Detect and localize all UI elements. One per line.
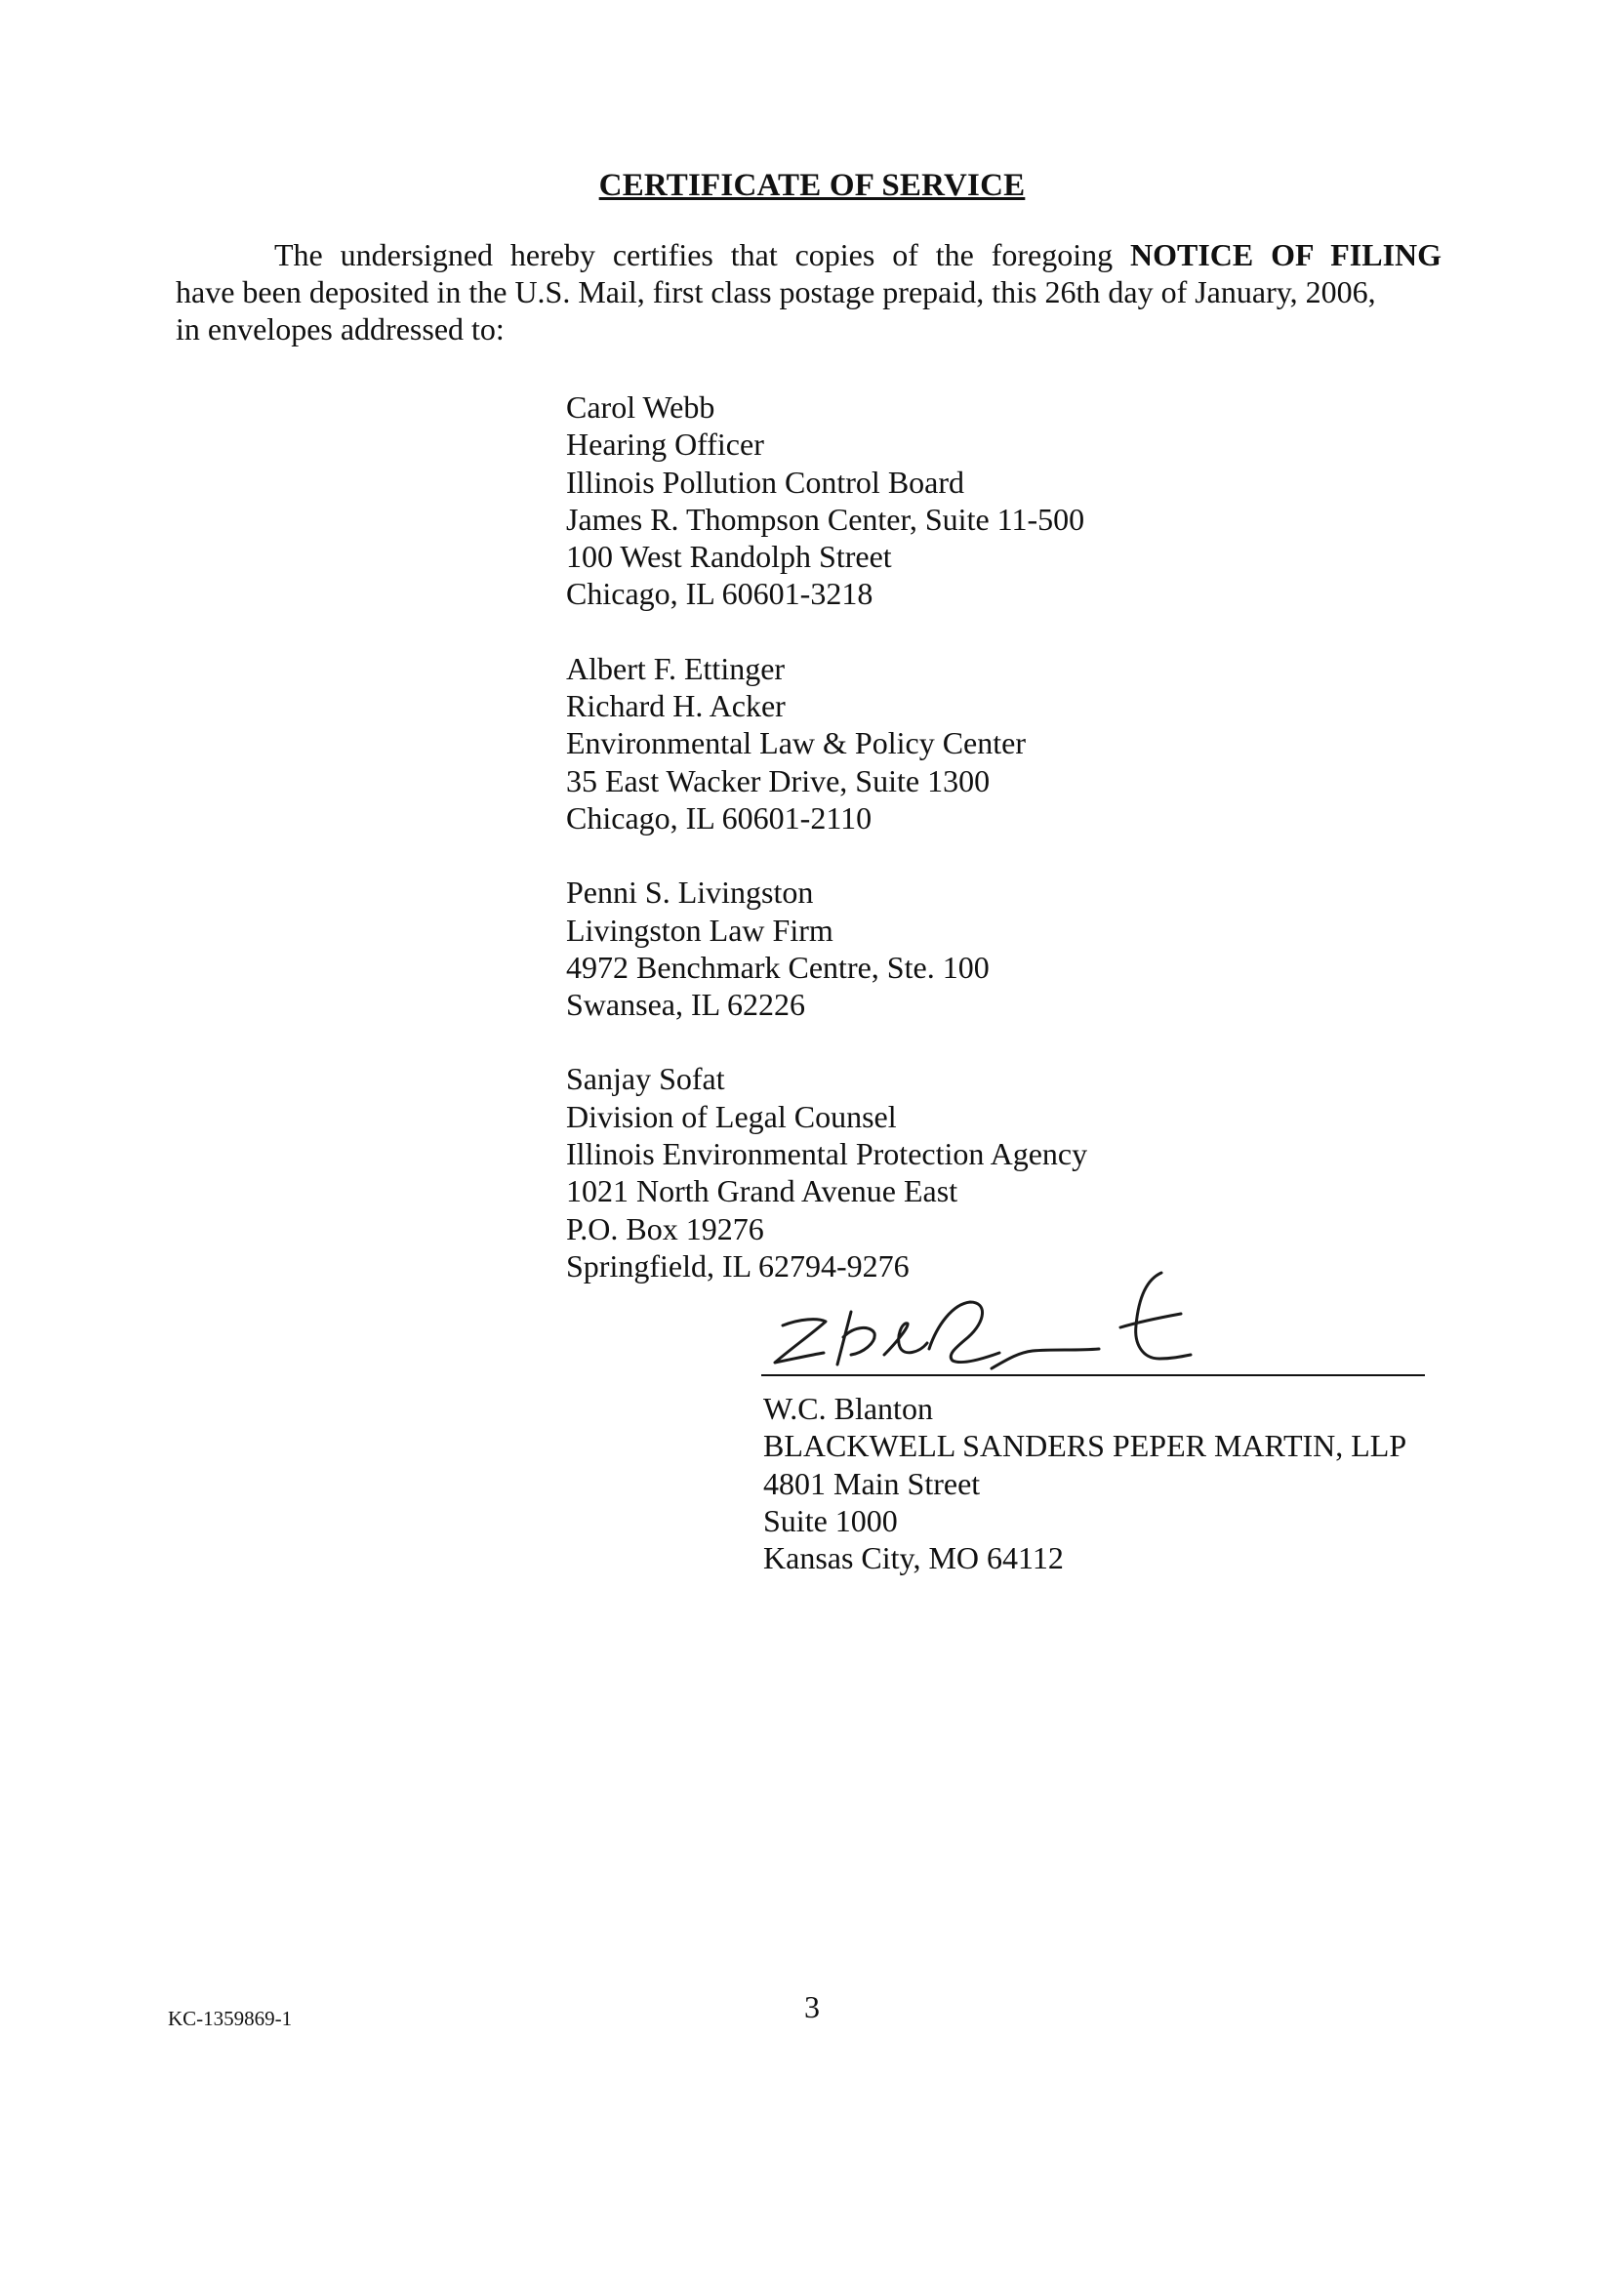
- address-line: 35 East Wacker Drive, Suite 1300: [566, 762, 991, 798]
- address-line: James R. Thompson Center, Suite 11-500: [566, 501, 1085, 537]
- address-line: Richard H. Acker: [566, 688, 786, 724]
- signature-area: [761, 1265, 1435, 1382]
- service-list: [566, 388, 1087, 1322]
- signer-name: W.C. Blanton: [763, 1391, 933, 1426]
- document-id: KC-1359869-1: [168, 2007, 293, 2030]
- signer-firm: BLACKWELL SANDERS PEPER MARTIN, LLP: [763, 1428, 1407, 1464]
- address-line: 4972 Benchmark Centre, Ste. 100: [566, 949, 990, 985]
- intro-line-1: [176, 236, 1441, 273]
- address-line: Chicago, IL 60601-2110: [566, 799, 873, 835]
- address-line: Carol Webb: [566, 389, 715, 425]
- address-line: Chicago, IL 60601-3218: [566, 576, 873, 612]
- address-line: Illinois Environmental Protection Agency: [566, 1136, 1088, 1172]
- notice-of-filing-bold: NOTICE OF FILING: [1129, 237, 1442, 272]
- address-line: Penni S. Livingston: [566, 875, 814, 911]
- address-line: Division of Legal Counsel: [566, 1098, 897, 1134]
- address-line: Hearing Officer: [566, 427, 764, 463]
- signer-city: Kansas City, MO 64112: [763, 1540, 1064, 1576]
- intro-line-3: in envelopes addressed to:: [176, 311, 505, 346]
- address-block-1: [566, 388, 1087, 613]
- signer-suite: Suite 1000: [763, 1502, 898, 1538]
- address-line: Springfield, IL 62794-9276: [566, 1247, 910, 1284]
- document-title: CERTIFICATE OF SERVICE: [598, 168, 1026, 203]
- address-line: 100 West Randolph Street: [566, 539, 892, 575]
- address-line: Sanjay Sofat: [566, 1061, 725, 1097]
- address-line: Environmental Law & Policy Center: [566, 725, 1026, 761]
- intro-line-2: have been deposited in the U.S. Mail, first class postage prepaid, this 26th day of January, 2006,: [176, 274, 1376, 309]
- handwritten-signature: [761, 1265, 1210, 1377]
- intro-text: The undersigned hereby certifies that copies of the foregoing: [274, 237, 1114, 272]
- address-line: Illinois Pollution Control Board: [566, 464, 965, 500]
- address-line: P.O. Box 19276: [566, 1210, 764, 1246]
- address-line: Albert F. Ettinger: [566, 650, 786, 686]
- address-line: Swansea, IL 62226: [566, 987, 805, 1023]
- address-line: Livingston Law Firm: [566, 912, 833, 948]
- address-line: 1021 North Grand Avenue East: [566, 1173, 958, 1209]
- page-number: 3: [804, 1989, 820, 2024]
- signer-street: 4801 Main Street: [763, 1465, 981, 1501]
- address-block-4: [566, 1060, 1087, 1284]
- signature-line: [761, 1374, 1425, 1376]
- address-block-3: [566, 874, 1087, 1023]
- signer-block: [763, 1390, 1406, 1576]
- address-block-2: [566, 650, 1087, 836]
- intro-paragraph: [176, 236, 1444, 347]
